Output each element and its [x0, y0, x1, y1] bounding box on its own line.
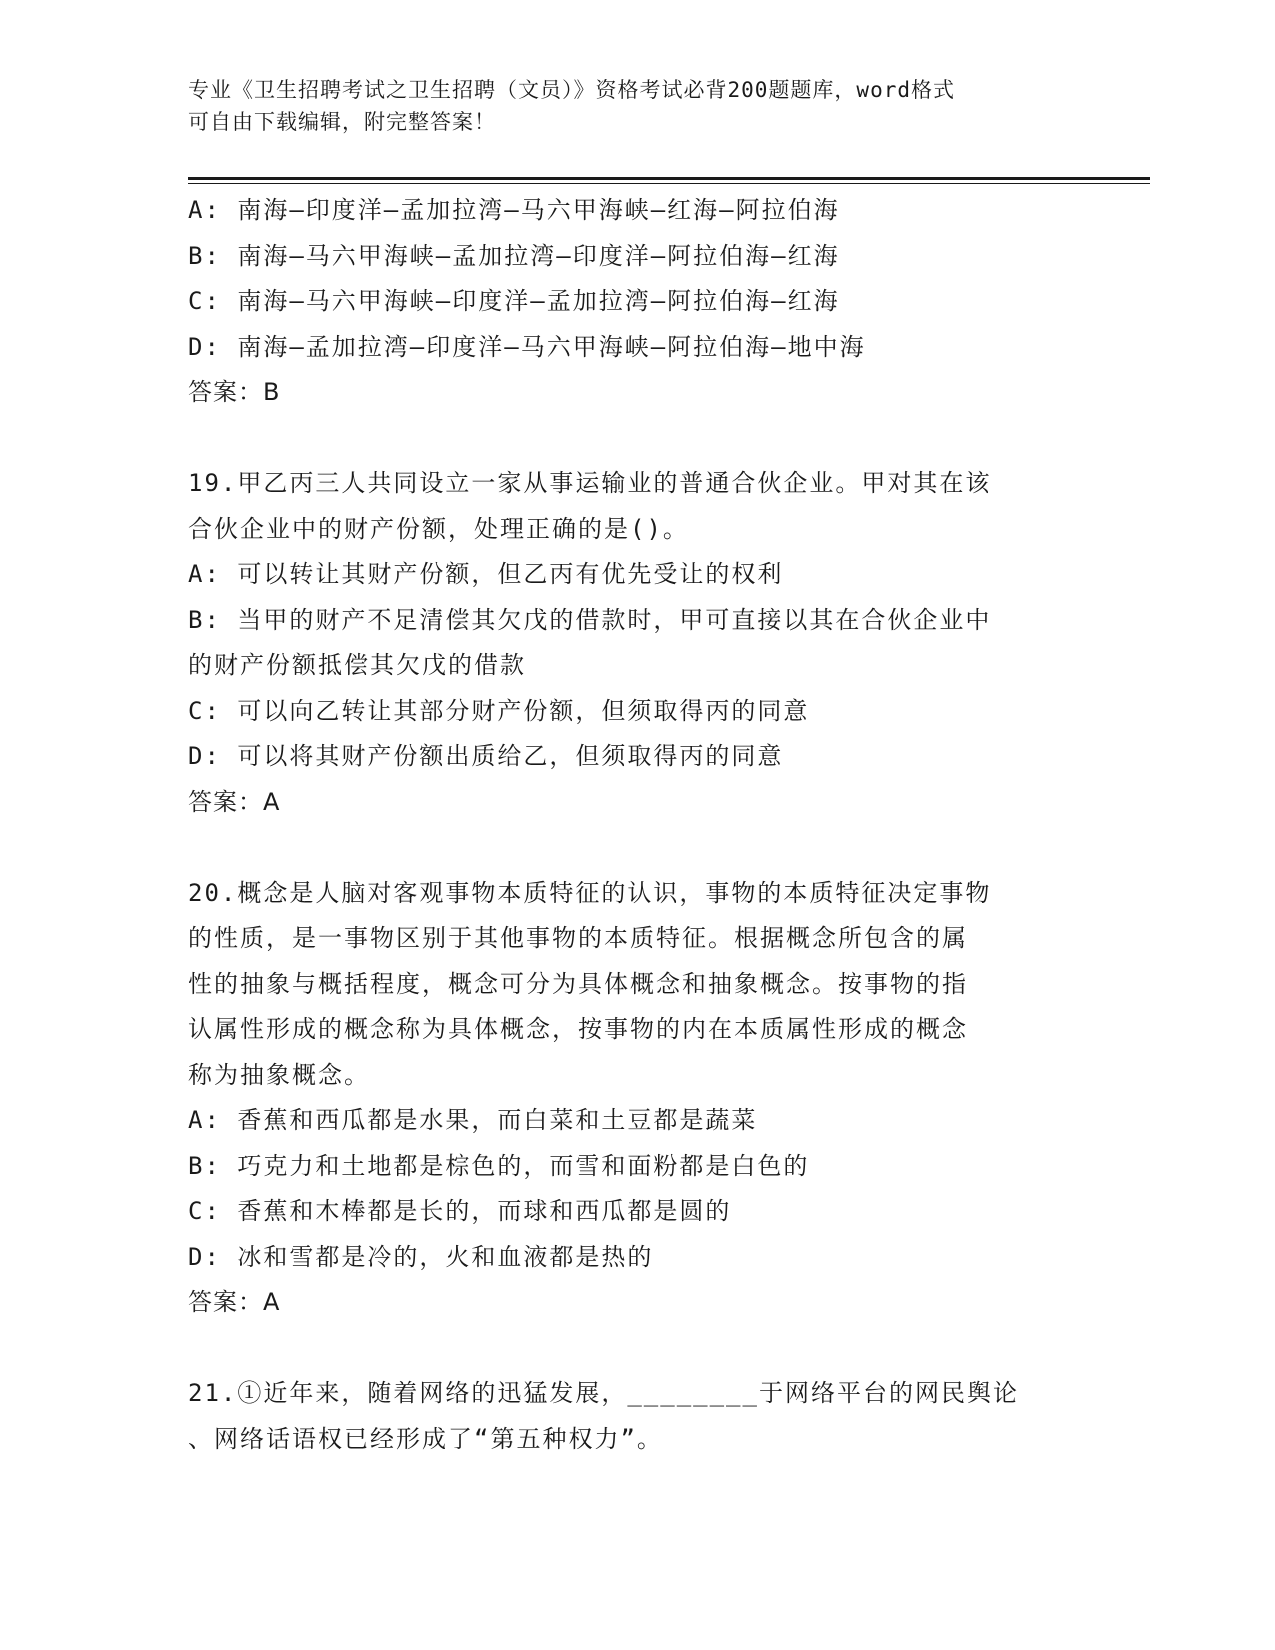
option-d: D: 可以将其财产份额出质给乙，但须取得丙的同意: [188, 742, 784, 770]
header-divider-thick: [188, 177, 1150, 180]
answer: 答案：A: [188, 787, 281, 816]
question-stem-line: 的性质，是一事物区别于其他事物的本质特征。根据概念所包含的属: [188, 924, 968, 952]
spacer: [188, 825, 1088, 871]
question-stem-line: 19.甲乙丙三人共同设立一家从事运输业的普通合伙企业。甲对其在该: [188, 469, 992, 497]
option-d: D: 南海—孟加拉湾—印度洋—马六甲海峡—阿拉伯海—地中海: [188, 332, 866, 361]
question-21: [188, 1371, 1088, 1462]
option-b: B: 南海—马六甲海峡—孟加拉湾—印度洋—阿拉伯海—红海: [188, 241, 840, 270]
option-c: C: 可以向乙转让其部分财产份额，但须取得丙的同意: [188, 696, 810, 725]
question-18: [188, 188, 1088, 416]
header-line-2: 可自由下载编辑，附完整答案！: [188, 110, 496, 134]
header-divider-thin: [188, 183, 1150, 184]
option-c: C: 香蕉和木棒都是长的，而球和西瓜都是圆的: [188, 1197, 732, 1225]
question-stem-line: 认属性形成的概念称为具体概念，按事物的内在本质属性形成的概念: [188, 1015, 968, 1043]
question-stem-line: 称为抽象概念。: [188, 1060, 370, 1089]
answer: 答案：A: [188, 1288, 281, 1316]
question-stem-line: 合伙企业中的财产份额，处理正确的是()。: [188, 514, 689, 543]
answer: 答案：B: [188, 378, 281, 406]
option-a: A: 南海—印度洋—孟加拉湾—马六甲海峡—红海—阿拉伯海: [188, 196, 840, 224]
question-list: [188, 188, 1088, 1462]
question-19: [188, 461, 1088, 825]
option-a: A: 香蕉和西瓜都是水果，而白菜和土豆都是蔬菜: [188, 1106, 758, 1134]
option-b: B: 当甲的财产不足清偿其欠戊的借款时，甲可直接以其在合伙企业中: [188, 605, 992, 634]
option-d: D: 冰和雪都是冷的，火和血液都是热的: [188, 1242, 654, 1271]
option-a: A: 可以转让其财产份额，但乙丙有优先受让的权利: [188, 560, 784, 588]
spacer: [188, 1326, 1088, 1372]
option-c: C: 南海—马六甲海峡—印度洋—孟加拉湾—阿拉伯海—红海: [188, 287, 840, 315]
question-20: [188, 871, 1088, 1326]
question-stem-line: 性的抽象与概括程度，概念可分为具体概念和抽象概念。按事物的指: [188, 969, 968, 998]
question-stem-line: 21.①近年来，随着网络的迅猛发展，________于网络平台的网民舆论: [188, 1379, 1019, 1407]
spacer: [188, 416, 1088, 462]
option-b: B: 巧克力和土地都是棕色的，而雪和面粉都是白色的: [188, 1151, 810, 1180]
question-stem-line: 、网络话语权已经形成了“第五种权力”。: [188, 1424, 663, 1453]
header-line-1: 专业《卫生招聘考试之卫生招聘（文员）》资格考试必背200题题库，word格式: [188, 78, 955, 102]
question-stem-line: 20.概念是人脑对客观事物本质特征的认识，事物的本质特征决定事物: [188, 878, 992, 907]
document-header: [188, 74, 1088, 138]
option-b-continued: 的财产份额抵偿其欠戊的借款: [188, 651, 526, 679]
